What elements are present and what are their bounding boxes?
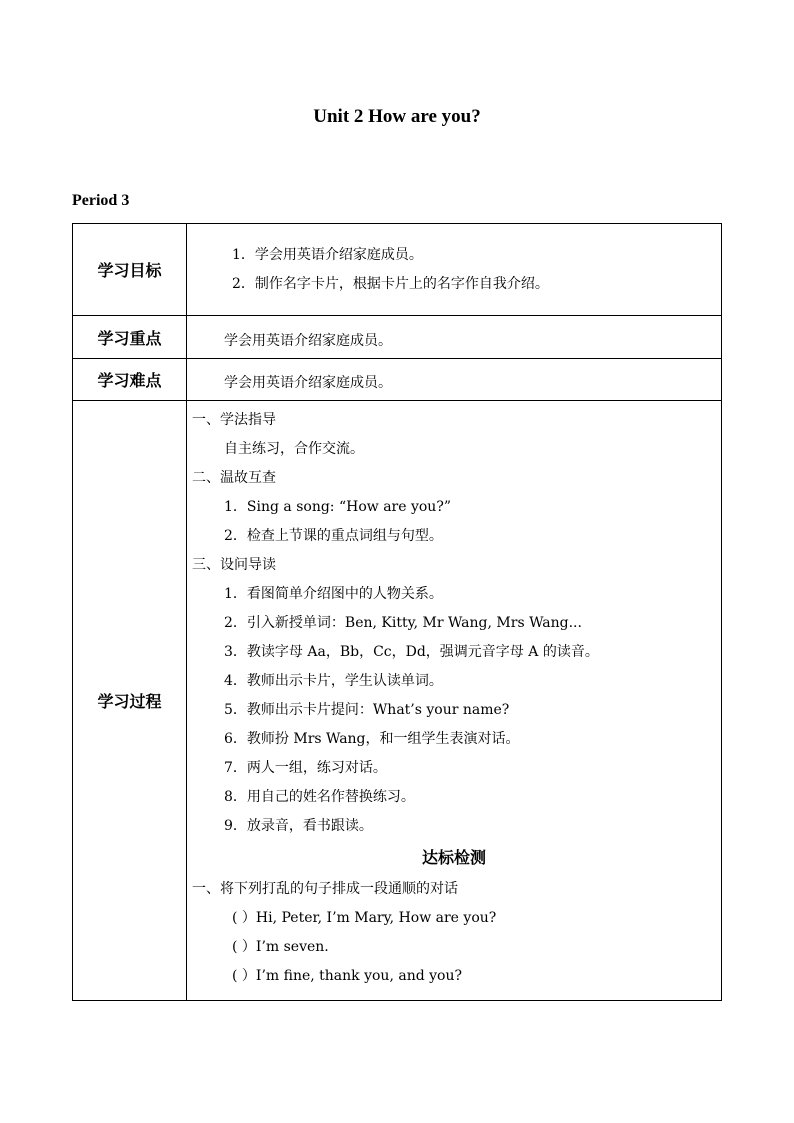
period-label: Period 3 (72, 192, 130, 209)
section-title-guided-reading: 三、设问导读 (192, 557, 276, 573)
goals-content (187, 224, 722, 316)
test-item: ( ）I’m seven. (232, 939, 329, 955)
test-item: ( ）Hi, Peter, I’m Mary, How are you? (232, 910, 497, 926)
lesson-plan-table (72, 223, 722, 1001)
goal-item-2: 2．制作名字卡片，根据卡片上的名字作自我介绍。 (232, 275, 549, 292)
guided-item: 5．教师出示卡片提问：What’s your name? (224, 702, 510, 718)
section-title-method: 一、学法指导 (192, 412, 276, 428)
guided-item: 7．两人一组，练习对话。 (224, 760, 387, 776)
guided-item: 9．放录音，看书跟读。 (224, 818, 373, 834)
guided-item: 1．看图简单介绍图中的人物关系。 (224, 586, 443, 602)
row-label-difficulties: 学习难点 (73, 359, 187, 401)
test-section-heading: 达标检测 (421, 848, 486, 867)
guided-item: 6．教师扮 Mrs Wang，和一组学生表演对话。 (224, 731, 520, 747)
key-points-content (187, 316, 722, 359)
guided-item: 3．教读字母 Aa，Bb，Cc，Dd，强调元音字母 A 的读音。 (224, 644, 599, 660)
row-label-goals: 学习目标 (73, 224, 187, 316)
guided-item: 4．教师出示卡片，学生认读单词。 (224, 673, 443, 689)
process-content (187, 401, 722, 1001)
goal-item-1: 1．学会用英语介绍家庭成员。 (232, 246, 423, 263)
review-item: 2．检查上节课的重点词组与句型。 (224, 528, 443, 544)
section-text-method: 自主练习，合作交流。 (224, 441, 364, 457)
guided-item: 8．用自己的姓名作替换练习。 (224, 789, 415, 805)
document-title: Unit 2 How are you? (313, 106, 481, 127)
key-points-text: 学会用英语介绍家庭成员。 (224, 332, 392, 349)
table-row-process (73, 401, 722, 1001)
table-row-goals (73, 224, 722, 316)
guided-item: 2．引入新授单词：Ben, Kitty, Mr Wang, Mrs Wang... (224, 615, 582, 631)
test-item: ( ）I’m fine, thank you, and you? (232, 968, 462, 984)
table-row-key-points (73, 316, 722, 359)
table-row-difficulties (73, 359, 722, 401)
row-label-key-points: 学习重点 (73, 316, 187, 359)
section-title-review: 二、温故互查 (192, 470, 276, 486)
test-question-1: 一、将下列打乱的句子排成一段通顺的对话 (192, 881, 458, 897)
difficulties-content (187, 359, 722, 401)
difficulties-text: 学会用英语介绍家庭成员。 (224, 375, 392, 391)
review-item: 1．Sing a song: “How are you?” (224, 499, 451, 515)
row-label-process: 学习过程 (73, 401, 187, 1001)
